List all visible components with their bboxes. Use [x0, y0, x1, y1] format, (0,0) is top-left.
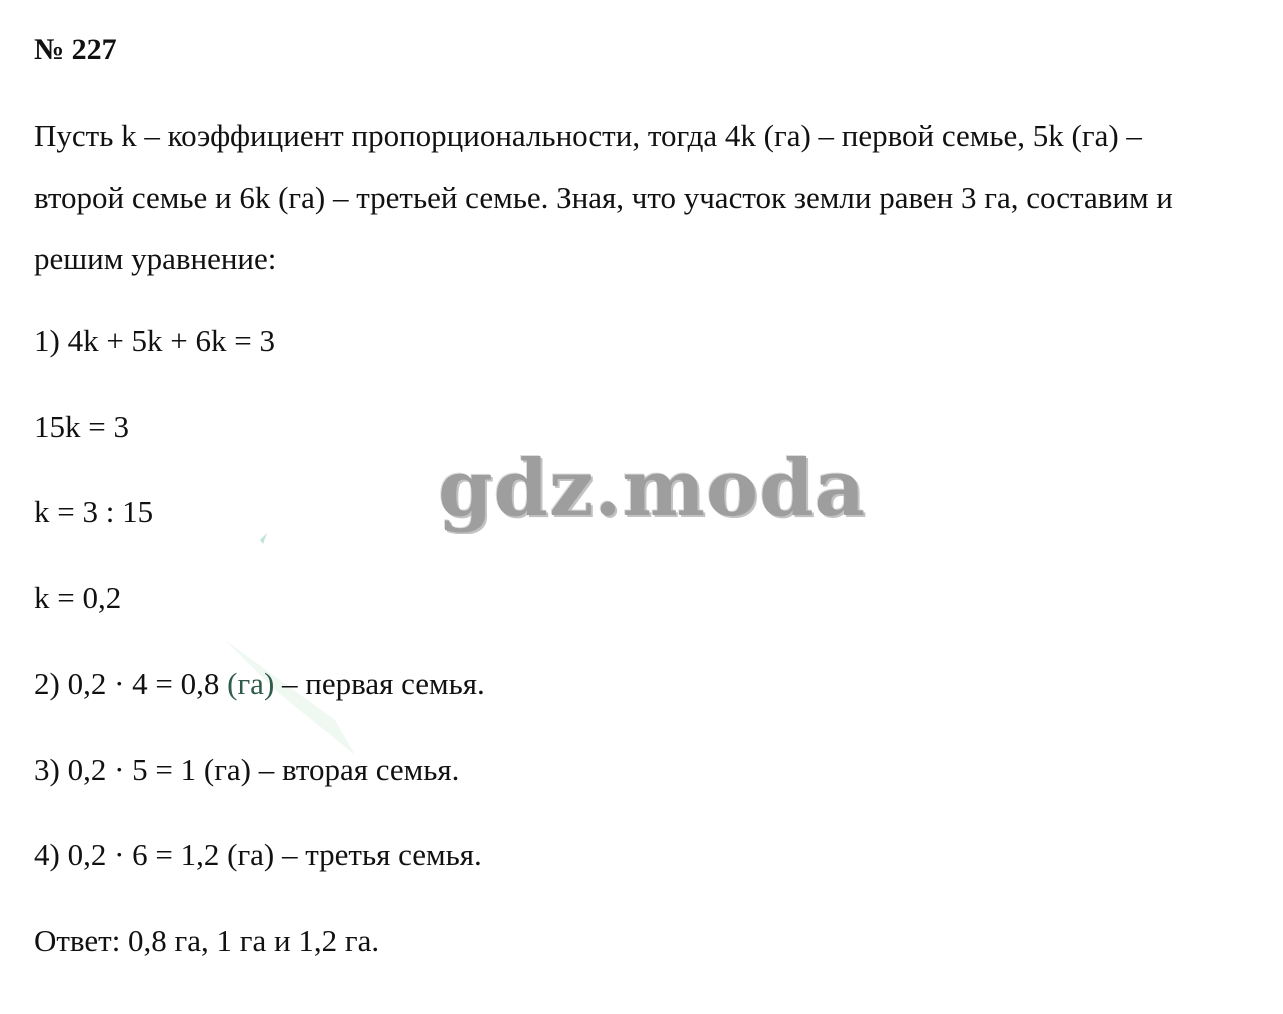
watermark: gdz.moda [438, 443, 867, 534]
equation-line-2: 15k = 3 [34, 409, 129, 444]
faint-decorative-graphic [215, 530, 385, 770]
step-3-line: 3) 0,2 · 5 = 1 (га) – вторая семья. [34, 752, 460, 787]
step-2-start: 2) 0,2 · 4 = 0,8 [34, 666, 228, 701]
step-2-end: – первая семья. [274, 666, 485, 701]
step-2-line [34, 664, 485, 704]
intro-paragraph: Пусть k – коэффициент пропорциональности, тогда 4k (га) – первой семье, 5k (га) – второй семье и 6k (га) – третьей семье. Зная, что участок земли равен 3 га, составим и решим уравнение: [34, 118, 1173, 276]
equation-line-3: k = 3 : 15 [34, 494, 154, 529]
equation-line-1: 1) 4k + 5k + 6k = 3 [34, 323, 276, 358]
step-4-line: 4) 0,2 · 6 = 1,2 (га) – третья семья. [34, 837, 482, 872]
equation-line-4: k = 0,2 [34, 580, 122, 615]
problem-number: № 227 [34, 33, 117, 66]
step-2-unit: (га) [227, 666, 275, 701]
answer-line: Ответ: 0,8 га, 1 га и 1,2 га. [34, 923, 380, 958]
